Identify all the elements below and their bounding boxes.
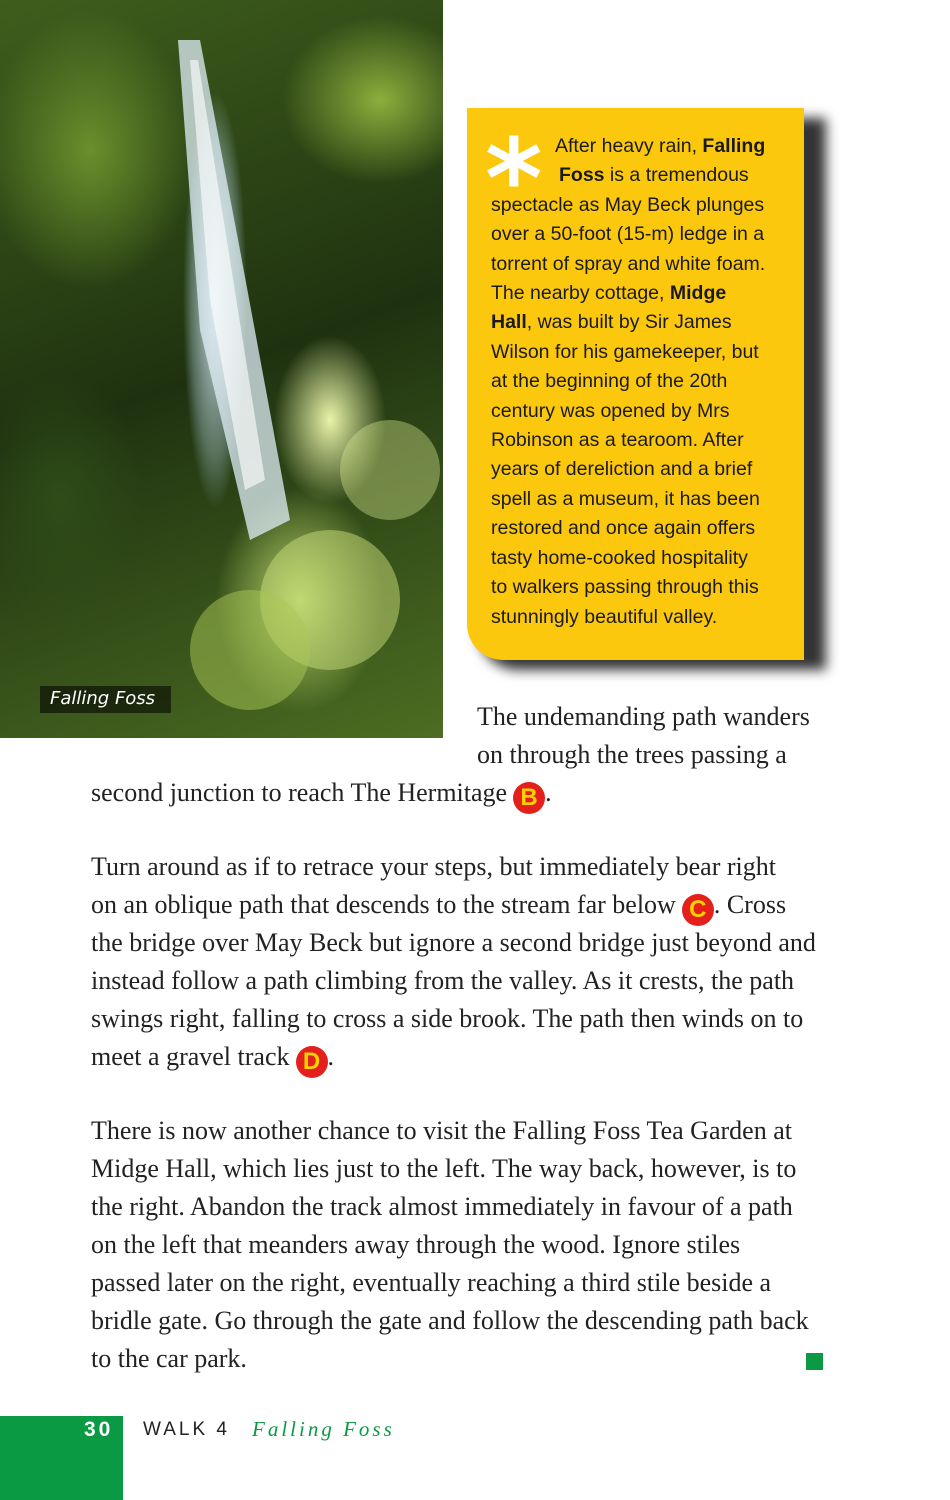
- infobox-line: [491, 603, 791, 632]
- body-line: [91, 1264, 771, 1302]
- body-line-text: bridle gate. Go through the gate and follow the descending path back: [91, 1306, 809, 1335]
- infobox-text-run: After heavy rain,: [555, 135, 703, 157]
- infobox-bold-text: Hall: [491, 311, 527, 334]
- body-line: [91, 886, 786, 926]
- infobox-line: [491, 367, 791, 396]
- infobox-text-run: tasty home-cooked hospitality: [491, 546, 748, 569]
- infobox-line: [491, 191, 791, 220]
- body-line: [91, 1150, 796, 1188]
- infobox-text-run: restored and once again offers: [491, 517, 756, 540]
- end-of-walk-square-icon: [806, 1353, 823, 1370]
- body-line-text: the right. Abandon the track almost immediately in favour of a path: [91, 1192, 793, 1221]
- body-line-text: on an oblique path that descends to the stream far below: [91, 890, 676, 919]
- walk-title: Falling Foss: [252, 1417, 395, 1441]
- body-line-text: There is now another chance to visit the Falling Foss Tea Garden at: [91, 1116, 792, 1145]
- body-line-text: Midge Hall, which lies just to the left. The way back, however, is to: [91, 1154, 797, 1183]
- infobox-text-run: spectacle as May Beck plunges: [491, 193, 765, 216]
- body-line-text: Turn around as if to retrace your steps, but immediately bear right: [91, 852, 776, 881]
- infobox-text-run: at the beginning of the 20th: [491, 370, 728, 393]
- infobox-bold-text: Foss: [559, 164, 605, 187]
- body-line: [91, 1038, 334, 1078]
- infobox-text-run: torrent of spray and white foam.: [491, 252, 766, 275]
- body-line: [477, 698, 810, 736]
- body-line: [91, 1188, 793, 1226]
- infobox-text-run: years of dereliction and a brief: [491, 458, 753, 481]
- body-line-text: swings right, falling to cross a side brook. The path then winds on to: [91, 1004, 804, 1033]
- infobox-line: [491, 426, 791, 455]
- infobox-text-run: The nearby cottage,: [491, 282, 670, 305]
- infobox-bold-text: Falling: [702, 135, 766, 157]
- infobox-text-run: century was opened by Mrs: [491, 399, 730, 422]
- infobox-line: [491, 220, 791, 249]
- body-line-text-after: .: [545, 778, 552, 807]
- infobox-text-run: to walkers passing through this: [491, 576, 759, 599]
- walk-label: WALK 4: [143, 1419, 230, 1440]
- infobox-line: [491, 514, 791, 543]
- infobox-bold-text: Midge: [669, 282, 727, 305]
- infobox: [467, 108, 804, 660]
- photo-caption: Falling Foss: [40, 686, 171, 713]
- infobox-line: [491, 161, 791, 190]
- body-line-text: passed later on the right, eventually reaching a third stile beside a: [91, 1268, 772, 1297]
- infobox-text-run: , was built by Sir James: [526, 311, 732, 334]
- page-number: 30: [84, 1418, 114, 1441]
- infobox-line: [491, 250, 791, 279]
- body-line-text: instead follow a path climbing from the valley. As it crests, the path: [91, 966, 795, 995]
- body-line-text: meet a gravel track: [91, 1042, 290, 1071]
- body-line: [91, 848, 776, 886]
- body-line: [91, 924, 816, 962]
- body-line-text: on the left that meanders away through the wood. Ignore stiles: [91, 1230, 741, 1259]
- waypoint-marker-b-icon: B: [513, 782, 545, 814]
- body-line-text: The undemanding path wanders: [477, 702, 810, 731]
- body-line: [91, 1302, 809, 1340]
- infobox-line: [491, 338, 791, 367]
- infobox-text-run: over a 50-foot (15-m) ledge in a: [491, 223, 765, 246]
- infobox-line: [491, 308, 791, 337]
- infobox-line: [491, 397, 791, 426]
- body-line: [91, 774, 552, 814]
- infobox-line: [491, 485, 791, 514]
- asterisk-icon: *: [485, 115, 543, 243]
- infobox-text: [491, 132, 791, 632]
- infobox-text-run: spell as a museum, it has been: [491, 487, 760, 510]
- infobox-line: [491, 455, 791, 484]
- body-line-text-after: . Cross: [713, 890, 787, 919]
- infobox-line: [491, 132, 791, 161]
- body-line-text: the bridge over May Beck but ignore a second bridge just beyond and: [91, 928, 816, 957]
- infobox-text-run: Wilson for his gamekeeper, but: [491, 340, 759, 363]
- infobox-line: [491, 279, 791, 308]
- body-line: [91, 962, 794, 1000]
- infobox-text-run: Robinson as a tearoom. After: [491, 429, 744, 452]
- infobox-line: [491, 544, 791, 573]
- infobox-text-run: stunningly beautiful valley.: [491, 605, 718, 628]
- body-line-text: second junction to reach The Hermitage: [91, 778, 508, 807]
- waterfall-photo: [0, 0, 443, 738]
- waypoint-marker-c-icon: C: [682, 894, 714, 926]
- waterfall-illustration: [0, 0, 443, 738]
- body-line: [477, 736, 787, 774]
- body-line-text: on through the trees passing a: [477, 740, 787, 769]
- body-line-text: to the car park.: [91, 1344, 247, 1373]
- body-line: [91, 1000, 803, 1038]
- body-line: [91, 1226, 740, 1264]
- infobox-line: [491, 573, 791, 602]
- body-line: [91, 1112, 792, 1150]
- waypoint-marker-d-icon: D: [296, 1046, 328, 1078]
- infobox-text-run: is a tremendous: [604, 164, 749, 187]
- body-line-text-after: .: [327, 1042, 334, 1071]
- body-line: [91, 1340, 247, 1378]
